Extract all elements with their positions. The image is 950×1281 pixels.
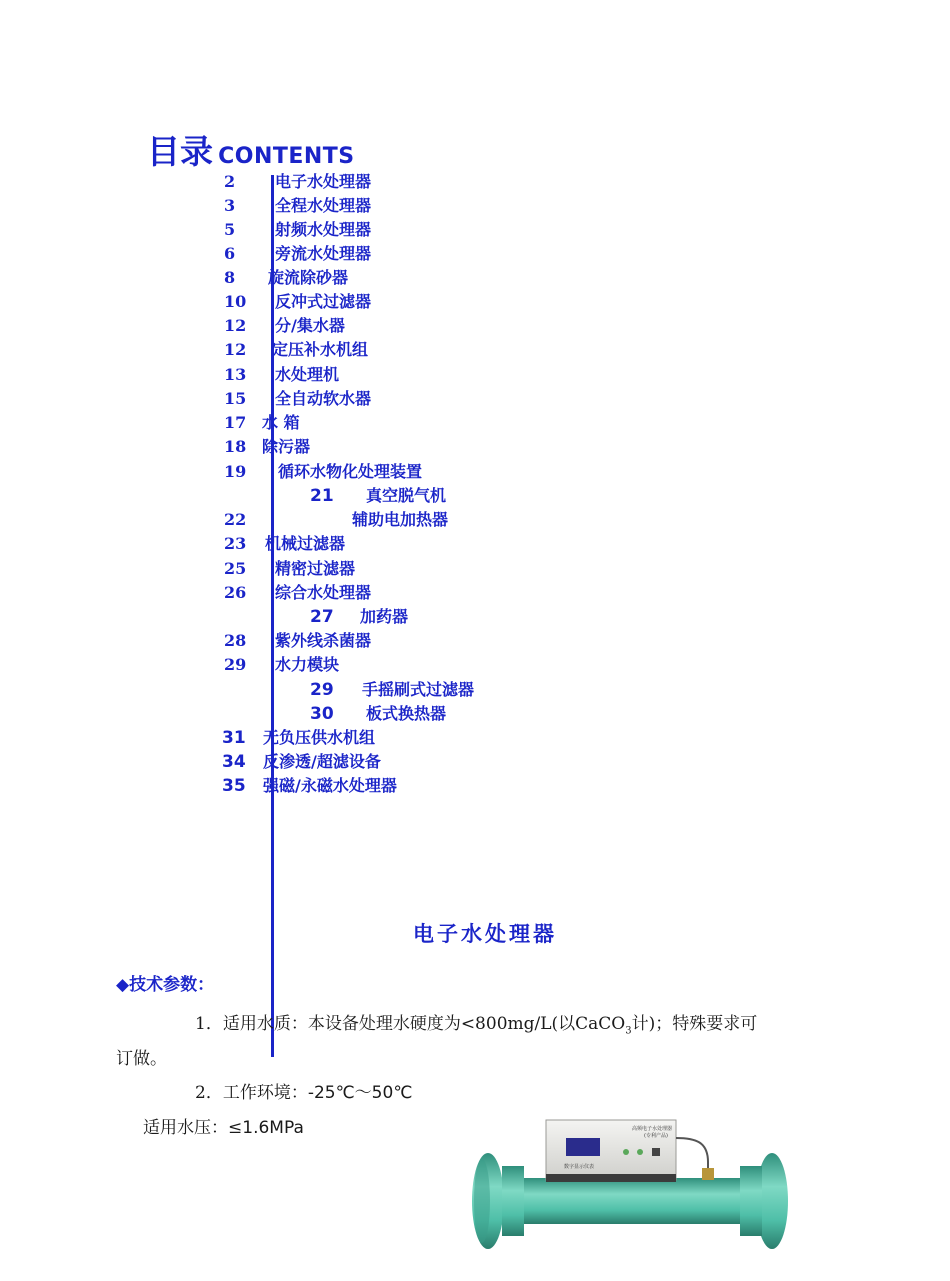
indicator-light-2 <box>637 1149 643 1155</box>
toc-item-page: 6 <box>224 244 236 263</box>
toc-item-page: 27 <box>310 607 334 627</box>
toc-item-label: 真空脱气机 <box>366 486 447 505</box>
toc-title-zh: 目录 <box>147 132 213 171</box>
toc-item-page: 19 <box>224 462 247 481</box>
param-water-quality-cont: 订做。 <box>116 1049 167 1069</box>
param-water-quality-a: 1．适用水质：本设备处理水硬度为<800mg/L(以CaCO <box>195 1014 626 1034</box>
toc-item-label: 定压补水机组 <box>272 340 369 359</box>
param-pressure-label: 适用水压：≤ <box>143 1118 243 1138</box>
right-collar <box>740 1166 762 1236</box>
toc-item-page: 25 <box>224 559 247 578</box>
toc-item-label: 循环水物化处理装置 <box>278 462 423 481</box>
toc-item-label: 板式换热器 <box>366 704 447 723</box>
toc-title-en: CONTENTS <box>218 144 355 169</box>
toc-item-label: 手摇刷式过滤器 <box>362 680 475 699</box>
toc-item-label: 加药器 <box>360 607 409 626</box>
toc-item-label: 射频水处理器 <box>275 220 372 239</box>
toc-item-page: 23 <box>224 534 247 553</box>
section-title: 电子水处理器 <box>413 921 557 946</box>
toc-item-page: 10 <box>224 292 247 311</box>
toc-item-label: 无负压供水机组 <box>263 728 376 747</box>
toc-item-label: 机械过滤器 <box>265 534 346 553</box>
param-pressure <box>143 1113 304 1138</box>
param-environment-label: 2．工作环境： <box>195 1083 308 1103</box>
toc-item-page: 22 <box>224 510 247 529</box>
toc-item-label: 综合水处理器 <box>275 583 372 602</box>
toc-item-label: 旋流除砂器 <box>268 268 349 287</box>
toc-item-page: 2 <box>224 172 236 191</box>
toc-item-page: 12 <box>224 316 247 335</box>
toc-item-label: 反渗透/超滤设备 <box>263 752 381 771</box>
toc-item-label: 反冲式过滤器 <box>275 292 372 311</box>
param-water-quality-b: 计)；特殊要求可 <box>631 1014 758 1034</box>
toc-item-page: 26 <box>224 583 247 602</box>
toc-item-page: 18 <box>224 437 247 456</box>
toc-item-page: 12 <box>224 340 247 359</box>
device-photo <box>472 1112 790 1257</box>
param-environment <box>195 1078 412 1103</box>
toc-item-label: 辅助电加热器 <box>352 510 449 529</box>
left-collar <box>502 1166 524 1236</box>
toc-item-label: 分/集水器 <box>275 316 345 335</box>
toc-item-page: 5 <box>224 220 236 239</box>
left-flange-face <box>474 1159 490 1243</box>
toc-item-page: 29 <box>224 655 247 674</box>
toc-item-label: 电子水处理器 <box>275 172 372 191</box>
toc-item-page: 8 <box>224 268 236 287</box>
power-switch <box>652 1148 660 1156</box>
toc-item-label: 强磁/永磁水处理器 <box>263 776 397 795</box>
toc-item-label: 水 箱 <box>262 413 300 432</box>
param-water-quality <box>195 1009 757 1036</box>
toc-item-label: 水力模块 <box>275 655 340 674</box>
cable-connector <box>702 1168 714 1180</box>
param-pressure-value: 1.6MPa <box>242 1118 304 1138</box>
toc-item-page: 34 <box>222 752 246 772</box>
params-heading: ◆技术参数： <box>116 975 215 995</box>
toc-item-page: 13 <box>224 365 247 384</box>
control-box-base <box>546 1174 676 1182</box>
cable <box>676 1138 708 1172</box>
toc-item-page: 15 <box>224 389 247 408</box>
toc-item-label: 水处理机 <box>275 365 340 384</box>
toc-item-page: 28 <box>224 631 247 650</box>
panel-label-top: 高频电子水处理器 <box>632 1126 673 1132</box>
toc-item-label: 精密过滤器 <box>275 559 356 578</box>
toc-item-page: 35 <box>222 776 246 796</box>
toc-item-label: 旁流水处理器 <box>275 244 372 263</box>
toc-item-page: 17 <box>224 413 247 432</box>
toc-item-page: 3 <box>224 196 236 215</box>
pipe-body <box>494 1178 770 1224</box>
toc-item-label: 全自动软水器 <box>275 389 372 408</box>
toc-item-page: 29 <box>310 680 334 700</box>
param-environment-value: -25℃～50℃ <box>307 1083 413 1103</box>
panel-brand: 数字显示仪表 <box>564 1164 595 1170</box>
param-water-quality-sub: 3 <box>625 1025 632 1037</box>
toc-item-page: 31 <box>222 728 246 748</box>
panel-label-sub: (专利产品) <box>644 1133 668 1139</box>
toc-item-page: 21 <box>310 486 334 506</box>
toc-item-label: 除污器 <box>262 437 311 456</box>
toc-item-page: 30 <box>310 704 334 724</box>
toc-title <box>147 126 355 173</box>
display-screen <box>566 1138 600 1156</box>
toc-item-label: 紫外线杀菌器 <box>275 631 372 650</box>
toc-item-label: 全程水处理器 <box>275 196 372 215</box>
indicator-light-1 <box>623 1149 629 1155</box>
